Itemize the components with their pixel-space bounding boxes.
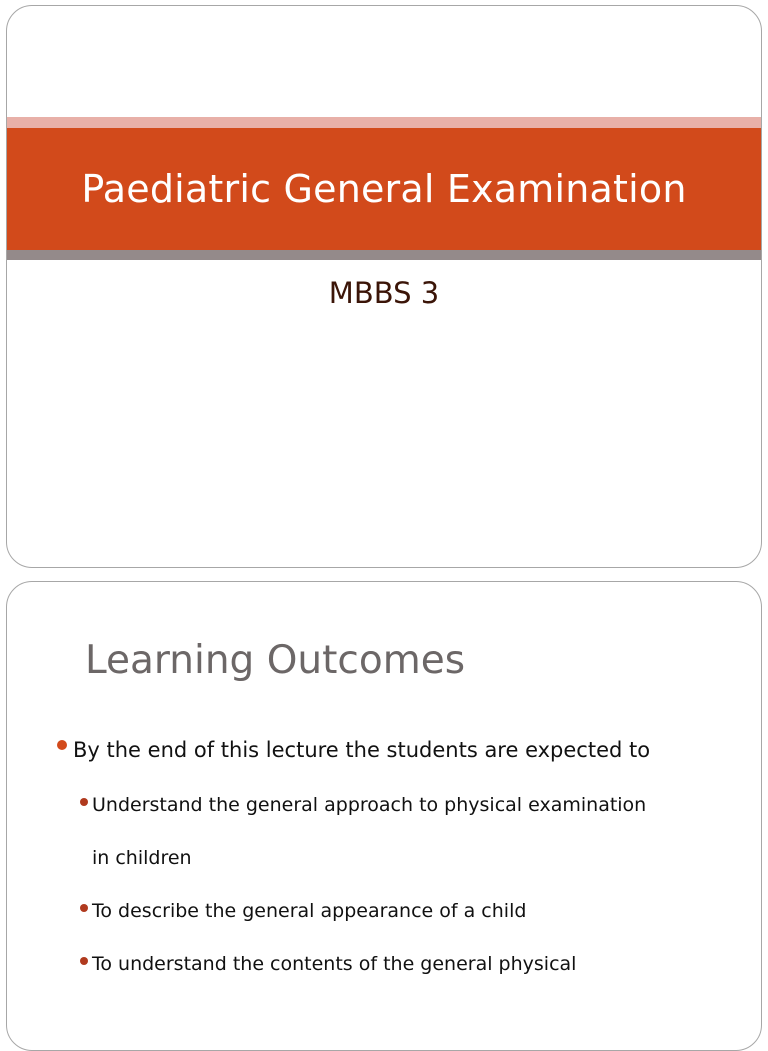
title-band xyxy=(7,128,761,250)
sub-bullet-item xyxy=(7,779,761,885)
slide-heading: Learning Outcomes xyxy=(85,638,466,683)
title-band-bottom-stripe xyxy=(7,250,761,260)
slide-title: Paediatric General Examination xyxy=(81,167,687,211)
sub-bullet-text: To describe the general appearance of a child xyxy=(92,900,527,922)
sub-bullet-dot-icon xyxy=(80,798,88,806)
title-band-top-stripe xyxy=(7,117,761,128)
sub-bullet-item xyxy=(7,938,761,991)
bullet-text: By the end of this lecture the students are expected to xyxy=(73,738,651,762)
sub-bullet-dot-icon xyxy=(80,904,88,912)
sub-bullet-dot-icon xyxy=(80,957,88,965)
bullet-item xyxy=(7,722,761,779)
content-slide xyxy=(6,581,762,1051)
slide-subtitle: MBBS 3 xyxy=(328,276,440,310)
bullet-dot-icon xyxy=(57,740,67,750)
title-slide xyxy=(6,5,762,568)
bullet-list xyxy=(7,722,761,991)
sub-bullet-item xyxy=(7,885,761,938)
sub-bullet-text: Understand the general approach to physical examination in children xyxy=(92,794,647,869)
sub-bullet-text: To understand the contents of the general physical xyxy=(92,953,577,975)
